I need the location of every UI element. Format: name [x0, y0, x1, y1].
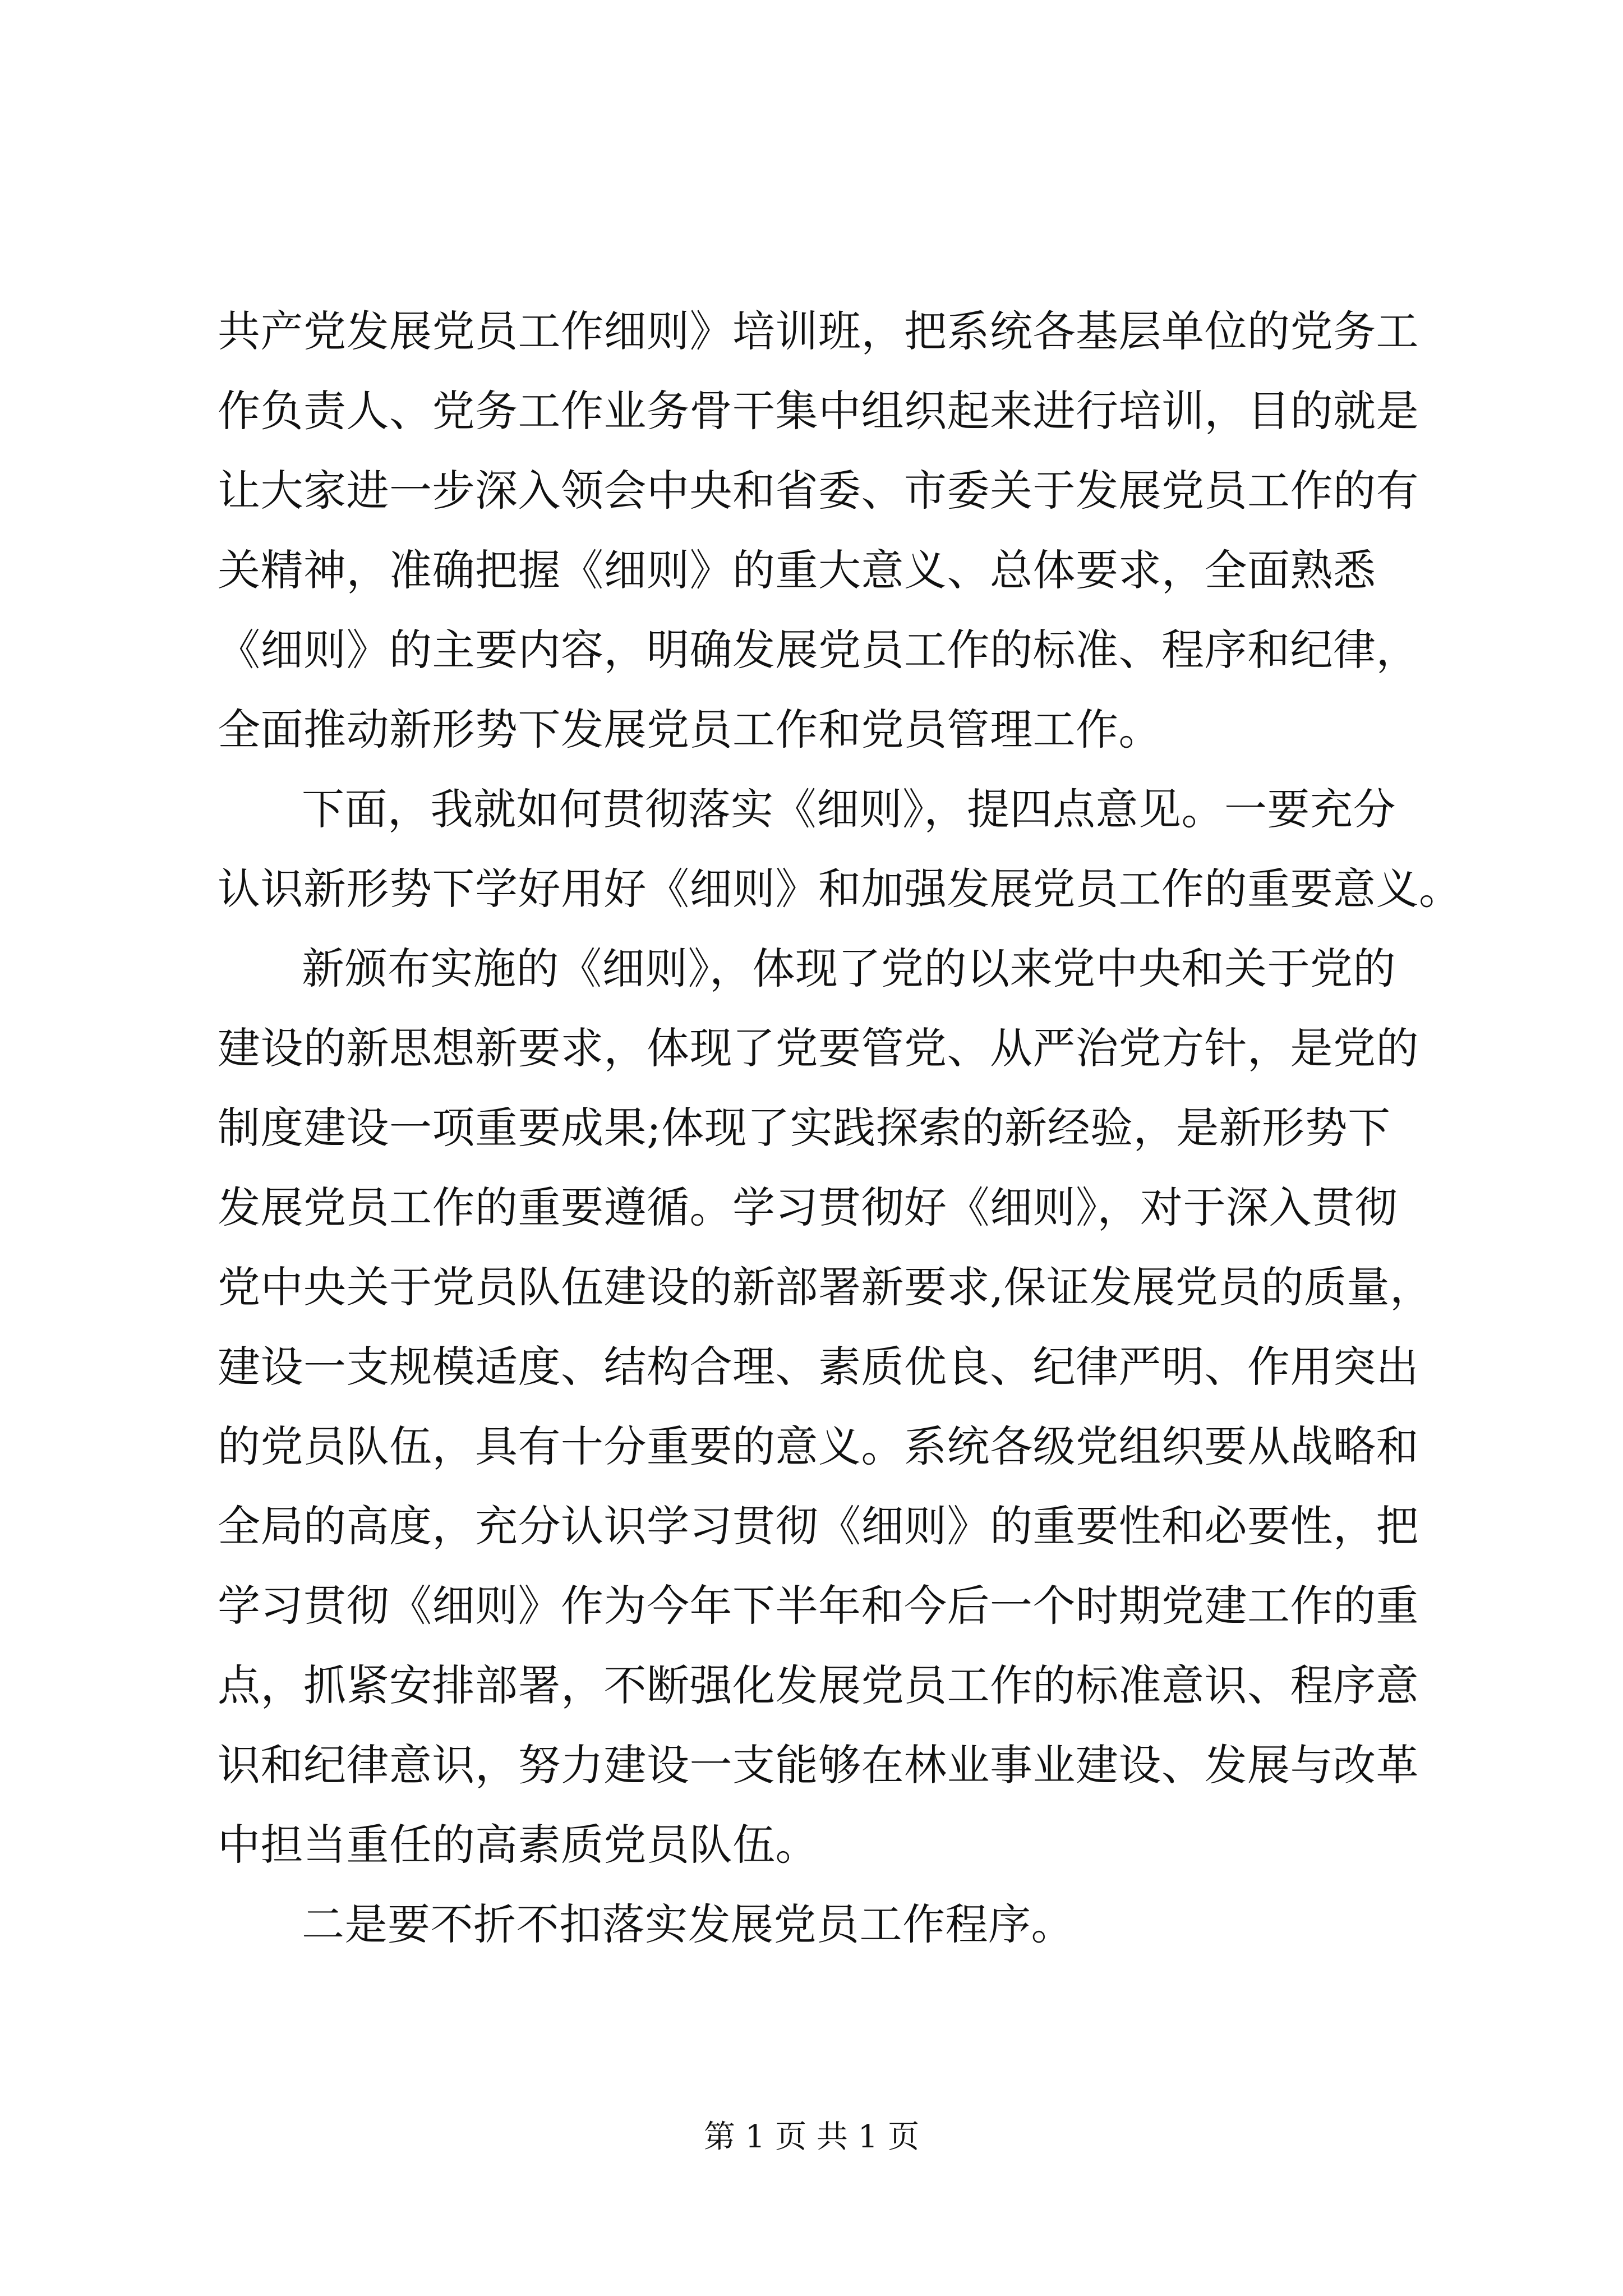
text-line: 作负责人、党务工作业务骨干集中组织起来进行培训，目的就是 — [218, 386, 1419, 436]
text-line: 制度建设一项重要成果;体现了实践探索的新经验，是新形势下 — [218, 1103, 1391, 1153]
text-line: 全局的高度，充分认识学习贯彻《细则》的重要性和必要性，把 — [218, 1501, 1419, 1551]
text-line: 点，抓紧安排部署，不断强化发展党员工作的标准意识、程序意 — [218, 1660, 1419, 1710]
text-line: 建设的新思想新要求，体现了党要管党、从严治党方针，是党的 — [218, 1023, 1419, 1073]
text-line: 的党员队伍，具有十分重要的意义。系统各级党组织要从战略和 — [218, 1421, 1419, 1471]
text-line: 二是要不折不扣落实发展党员工作程序。 — [302, 1899, 1074, 1949]
text-line: 中担当重任的高素质党员队伍。 — [218, 1820, 818, 1870]
text-line: 发展党员工作的重要遵循。学习贯彻好《细则》，对于深入贯彻 — [218, 1182, 1398, 1232]
text-line: 下面，我就如何贯彻落实《细则》，提四点意见。一要充分 — [302, 784, 1396, 834]
text-line: 学习贯彻《细则》作为今年下半年和今后一个时期党建工作的重 — [218, 1581, 1419, 1631]
text-line: 建设一支规模适度、结构合理、素质优良、纪律严明、作用突出 — [218, 1342, 1419, 1392]
text-line: 关精神，准确把握《细则》的重大意义、总体要求，全面熟悉 — [218, 545, 1376, 595]
text-line: 识和纪律意识，努力建设一支能够在林业事业建设、发展与改革 — [218, 1740, 1419, 1790]
body-text — [218, 292, 1462, 1964]
text-line: 认识新形势下学好用好《细则》和加强发展党员工作的重要意义。 — [218, 864, 1462, 914]
text-line: 共产党发展党员工作细则》培训班，把系统各基层单位的党务工 — [218, 306, 1419, 356]
text-line: 党中央关于党员队伍建设的新部署新要求,保证发展党员的质量， — [218, 1262, 1433, 1312]
text-line: 全面推动新形势下发展党员工作和党员管理工作。 — [218, 705, 1161, 754]
text-line: 让大家进一步深入领会中央和省委、市委关于发展党员工作的有 — [218, 466, 1419, 516]
page-footer: 第 1 页 共 1 页 — [703, 2119, 920, 2155]
text-line: 新颁布实施的《细则》，体现了党的以来党中央和关于党的 — [302, 944, 1396, 993]
text-line: 《细则》的主要内容，明确发展党员工作的标准、程序和纪律， — [218, 625, 1419, 675]
